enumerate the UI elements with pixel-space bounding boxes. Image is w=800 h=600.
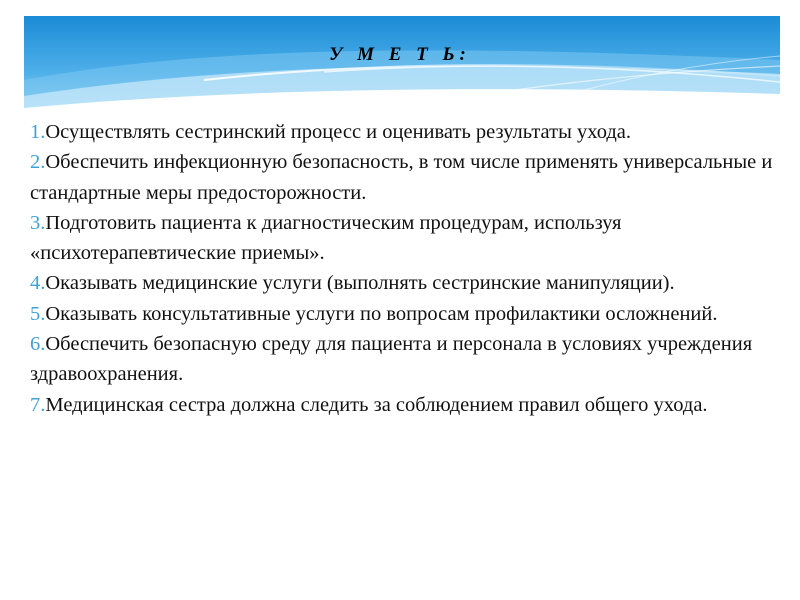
item-number: 6. xyxy=(30,333,46,356)
item-number: 2. xyxy=(30,151,46,174)
item-text: Оказывать консультативные услуги по вопросам профилактики осложнений. xyxy=(45,302,718,325)
list-item xyxy=(30,299,780,329)
list-item xyxy=(30,147,780,208)
skills-list xyxy=(30,117,780,420)
item-number: 3. xyxy=(30,211,46,234)
list-item xyxy=(30,208,780,269)
item-number: 7. xyxy=(30,393,46,416)
item-number: 1. xyxy=(30,121,46,143)
item-text: Осуществлять сестринский процесс и оценивать результаты ухода. xyxy=(45,121,632,143)
item-number: 5. xyxy=(30,302,46,325)
item-text: Подготовить пациента к диагностическим процедурам, используя «психотерапевтические приемы». xyxy=(30,211,622,265)
slide-heading: У М Е Т Ь: xyxy=(329,44,471,65)
item-number: 4. xyxy=(30,272,46,295)
list-item xyxy=(30,390,780,420)
item-text: Медицинская сестра должна следить за соблюдением правил общего ухода. xyxy=(45,393,708,416)
list-item xyxy=(30,117,780,147)
item-text: Обеспечить безопасную среду для пациента и персонала в условиях учреждения здравоохранения. xyxy=(30,333,753,386)
item-text: Обеспечить инфекционную безопасность, в том числе применять универсальные и стандартные меры предосторожности. xyxy=(30,151,773,204)
list-item xyxy=(30,329,780,390)
header-banner xyxy=(24,16,780,120)
list-item xyxy=(30,268,780,298)
item-text: Оказывать медицинские услуги (выполнять сестринские манипуляции). xyxy=(45,272,675,295)
